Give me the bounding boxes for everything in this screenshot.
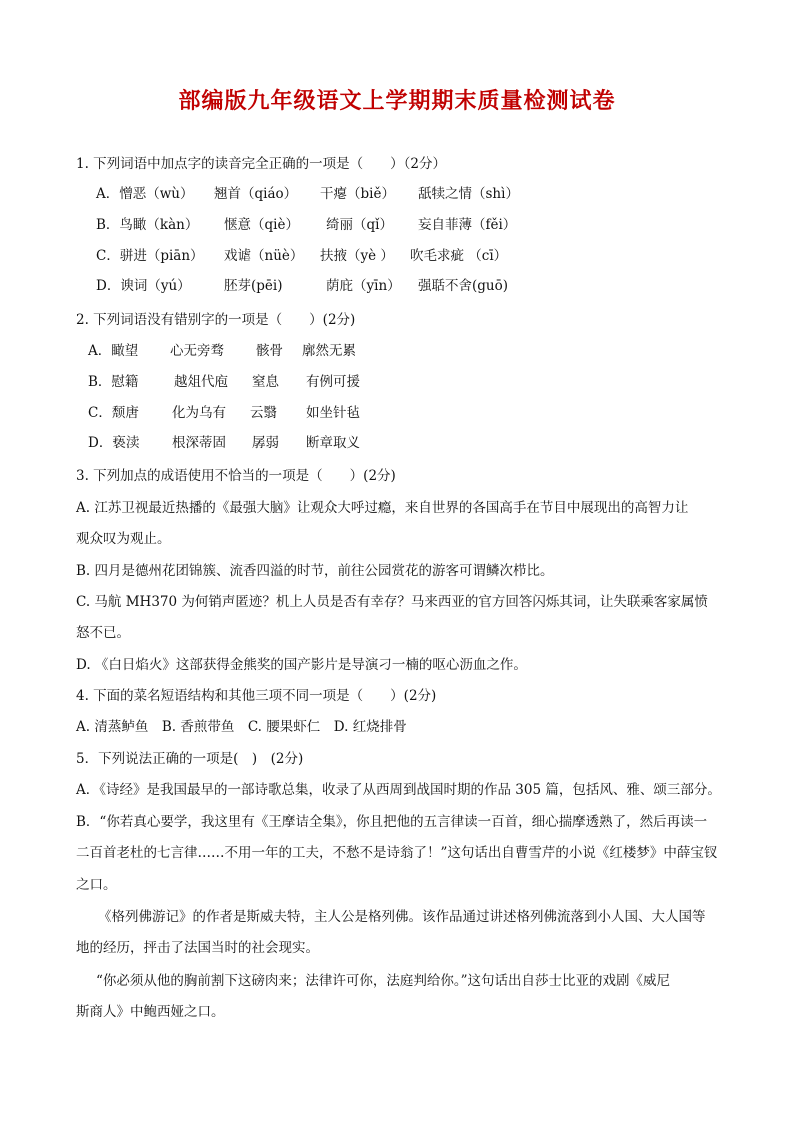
question-5-option-b: B．“你若真心要学，我这里有《王摩诘全集》，你且把他的五言律读一百首，细心揣摩透熟了，然后再读一 (76, 814, 708, 830)
q2-option-d-word-4: 断章取义 (306, 435, 360, 451)
q2-option-a-word-4: 廓然无累 (302, 343, 356, 359)
option-c-word-2: 戏谑（nüè） (224, 248, 304, 264)
page-title: 部编版九年级语文上学期期末质量检测试卷 (178, 89, 616, 114)
q2-option-a-word-3: 骸骨 (256, 343, 283, 359)
option-c-word-4: 吹毛求疵 （cī） (410, 248, 508, 264)
q2-option-d-word-3: 孱弱 (252, 435, 279, 451)
question-4-stem: 4. 下面的菜名短语结构和其他三项不同一项是（ ）(2分) (76, 688, 437, 704)
question-3-option-b: B. 四月是德州花团锦簇、流香四溢的时节，前往公园赏花的游客可谓鳞次栉比。 (76, 563, 554, 579)
option-b-word-1: B．鸟瞰（kàn） (96, 217, 199, 233)
option-c-word-3: 扶掖（yè ） (320, 248, 394, 264)
question-5-option-b-cont-2: 之口。 (76, 877, 117, 893)
q2-option-d-word-1: D．亵渎 (88, 435, 140, 451)
option-d-word-2: 胚芽(pēi) (224, 278, 283, 294)
option-a-word-2: 翘首（qiáo） (214, 186, 298, 202)
question-4-options: A. 清蒸鲈鱼 B. 香煎带鱼 C. 腰果虾仁 D. 红烧排骨 (76, 719, 407, 735)
question-3-option-a: A. 江苏卫视最近热播的《最强大脑》让观众大呼过瘾，来自世界的各国高手在节目中展现出的高智力让 (76, 500, 689, 516)
option-c-word-1: C．骈进（piān） (96, 248, 204, 264)
question-5-stem: 5．下列说法正确的一项是( ) (2分) (76, 751, 304, 767)
q2-option-c-word-2: 化为乌有 (172, 405, 226, 421)
question-5-option-d: “你必须从他的胸前割下这磅肉来；法律许可你，法庭判给你。”这句话出自莎士比亚的戏剧《威尼 (96, 973, 671, 989)
question-3-option-c-cont: 怒不已。 (76, 625, 130, 641)
q2-option-a-word-1: A．瞰望 (88, 343, 139, 359)
question-1-stem: 1. 下列词语中加点字的读音完全正确的一项是（ ）（2分） (76, 156, 447, 172)
question-5-option-c-cont: 地的经历，抨击了法国当时的社会现实。 (76, 940, 319, 956)
question-5-option-c: 《格列佛游记》的作者是斯威夫特，主人公是格列佛。该作品通过讲述格列佛流落到小人国、大人国等 (98, 909, 706, 925)
option-d-word-1: D．谀词（yú） (96, 278, 191, 294)
q2-option-c-word-1: C．颓唐 (88, 405, 139, 421)
q2-option-b-word-2: 越俎代庖 (174, 374, 228, 390)
question-5-option-d-cont: 斯商人》中鲍西娅之口。 (76, 1004, 225, 1020)
option-d-word-4: 强聒不舍(guō) (418, 278, 508, 294)
question-2-stem: 2. 下列词语没有错别字的一项是（ ）(2分) (76, 312, 356, 328)
option-a-word-4: 舐犊之情（shì） (418, 186, 519, 202)
q2-option-b-word-1: B．慰籍 (88, 374, 139, 390)
q2-option-c-word-4: 如坐针毡 (306, 405, 360, 421)
q2-option-d-word-2: 根深蒂固 (172, 435, 226, 451)
option-a-word-1: A．憎恶（wù） (96, 186, 194, 202)
question-3-option-a-cont: 观众叹为观止。 (76, 531, 171, 547)
question-3-option-c: C. 马航 MH370 为何销声匿迹？机上人员是否有幸存？马来西亚的官方回答闪烁其词，让失联乘客家属愤 (76, 594, 708, 610)
option-b-word-4: 妄自菲薄（fěi） (418, 217, 517, 233)
question-3-option-d: D. 《白日焰火》这部获得金熊奖的国产影片是导演刁一楠的呕心沥血之作。 (76, 657, 527, 673)
question-5-option-b-cont-1: 二百首老杜的七言律……不用一年的工夫，不愁不是诗翁了！”这句话出自曹雪芹的小说《红楼梦》中薛宝钗 (76, 845, 718, 861)
option-b-word-2: 惬意（qiè） (224, 217, 299, 233)
option-a-word-3: 干瘪（biě） (320, 186, 395, 202)
question-3-stem: 3. 下列加点的成语使用不恰当的一项是（ ）(2分) (76, 468, 396, 484)
q2-option-b-word-4: 有例可援 (306, 374, 360, 390)
option-d-word-3: 荫庇（yīn） (326, 278, 401, 294)
q2-option-a-word-2: 心无旁骛 (170, 343, 224, 359)
q2-option-c-word-3: 云翳 (250, 405, 277, 421)
q2-option-b-word-3: 窒息 (252, 374, 279, 390)
question-5-option-a: A．《诗经》是我国最早的一部诗歌总集，收录了从西周到战国时期的作品 305 篇，包括风、雅、颂三部分。 (76, 782, 721, 798)
option-b-word-3: 绮丽（qǐ） (326, 217, 393, 233)
